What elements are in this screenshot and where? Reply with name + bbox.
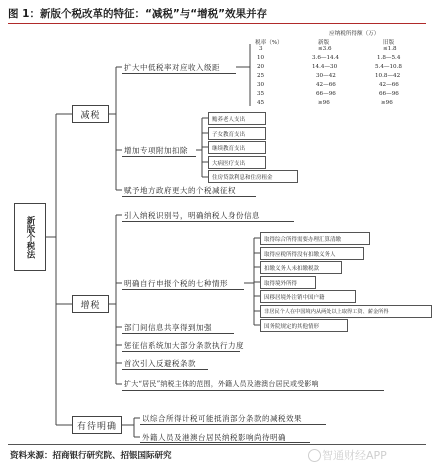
new-bracket-cell: ≥96	[318, 100, 330, 106]
deduction-elderly-support: 赡养老人支出	[208, 112, 266, 125]
deduction-housing-loan-rent: 住房贷款利息和住房租金	[208, 170, 298, 183]
root-label: 新版个税法	[25, 215, 35, 259]
situation-nonresident-two-sources: 非居民个人在中国境内从两处以上取得工资、薪金所得	[260, 305, 432, 318]
rate-cell: 10	[257, 55, 265, 61]
tax-increase-item-4: 惩征信系统加大部分条款执行力度	[124, 341, 244, 350]
old-bracket-cell: 10.8—42	[375, 73, 401, 79]
branch-to-be-clarified	[72, 416, 122, 434]
situation-annual-reconciliation: 取得综合所得需要办理汇算清缴	[260, 232, 370, 245]
tax-bracket-table	[255, 29, 425, 109]
branch-tax-cut-label: 减税	[80, 110, 101, 121]
table-header-old: 旧版	[383, 40, 395, 46]
new-bracket-cell: 30—42	[316, 73, 336, 79]
tax-cut-item-2-underline	[122, 156, 196, 157]
pending-item-2: 外籍人员及港澳台居民纳税影响尚待明确	[142, 433, 286, 442]
table-header-rate: 税率（%）	[255, 40, 283, 46]
new-bracket-cell: ≤3.6	[318, 46, 332, 52]
tax-increase-item-4-underline	[122, 351, 240, 352]
watermark-text: 智通财经APP	[322, 449, 387, 462]
tax-cut-item-1: 扩大中低税率对应收入级距	[124, 63, 220, 72]
rate-cell: 3	[259, 46, 263, 52]
rate-cell: 25	[257, 73, 265, 79]
deduction-serious-illness: 大病医疗支出	[208, 156, 266, 169]
tax-increase-item-2-underline	[122, 289, 244, 290]
old-bracket-cell: 1.8—5.4	[377, 55, 401, 61]
pending-item-1: 以综合所得计税可能抵消部分条款的减税效果	[142, 414, 302, 423]
pending-item-1-underline	[140, 424, 326, 425]
branch-tax-increase	[72, 295, 109, 313]
deduction-child-education: 子女教育支出	[208, 127, 266, 140]
branch-tax-increase-label: 增税	[80, 300, 101, 311]
tax-cut-item-1-underline	[122, 73, 236, 74]
branch-to-be-clarified-label: 有待明确	[76, 421, 117, 432]
new-bracket-cell: 42—66	[316, 82, 336, 88]
new-bracket-cell: 66—96	[316, 91, 336, 97]
tax-increase-item-3: 部门间信息共享得到加强	[124, 323, 212, 332]
footer-rule	[8, 444, 426, 445]
tax-increase-item-5: 首次引入反避税条款	[124, 359, 196, 368]
figure-title: 图 1：新版个税改革的特征：“减税”与“增税”效果并存	[8, 8, 268, 20]
root-node-new-tax-law	[14, 203, 46, 271]
pending-item-2-underline	[140, 442, 310, 443]
old-bracket-cell: 42—66	[379, 82, 399, 88]
tax-cut-item-3: 赋予地方政府更大的个税减征权	[124, 186, 236, 195]
tax-cut-item-3-underline	[122, 196, 256, 197]
tax-increase-item-1: 引入纳税识别号，明确纳税人身份信息	[124, 211, 260, 220]
tax-increase-item-6: 扩大“居民”纳税主体的范围，外籍人员及港澳台居民或受影响	[124, 380, 319, 388]
new-bracket-cell: 14.4—30	[312, 64, 338, 70]
watermark-logo-icon	[308, 449, 321, 462]
tax-increase-item-1-underline	[122, 221, 294, 222]
branch-tax-cut	[72, 105, 109, 123]
tax-increase-item-2: 明确自行申报个税的七种情形	[124, 279, 228, 288]
situation-agent-did-not-withhold: 扣缴义务人未扣缴税款	[260, 261, 342, 274]
situation-no-withholding-agent: 取得应税所得没有扣缴义务人	[260, 247, 364, 260]
tax-cut-item-2: 增加专项附加扣除	[124, 146, 188, 155]
source-note: 资料来源：招商银行研究院、招银国际研究	[10, 451, 172, 461]
old-bracket-cell: 5.4—10.8	[375, 64, 402, 70]
new-bracket-cell: 3.6—14.4	[312, 55, 339, 61]
situation-other-state-council: 国务院规定的其他情形	[260, 319, 348, 332]
table-header-new: 新版	[318, 40, 330, 46]
tax-increase-item-6-underline	[122, 390, 384, 391]
old-bracket-cell: ≥96	[381, 100, 393, 106]
situation-emigration-deregistration: 因移居境外注销中国户籍	[260, 290, 356, 303]
rate-cell: 20	[257, 64, 265, 70]
deduction-continuing-education: 继续教育支出	[208, 141, 266, 154]
rate-cell: 35	[257, 91, 265, 97]
old-bracket-cell: ≤1.8	[383, 46, 397, 52]
tax-increase-item-5-underline	[122, 369, 208, 370]
tax-increase-item-3-underline	[122, 333, 234, 334]
rate-cell: 30	[257, 82, 265, 88]
rate-cell: 45	[257, 100, 265, 106]
old-bracket-cell: 66—96	[379, 91, 399, 97]
table-header-taxable-income: 应纳税所得额（万）	[329, 31, 380, 37]
situation-overseas-income: 取得境外所得	[260, 276, 316, 289]
